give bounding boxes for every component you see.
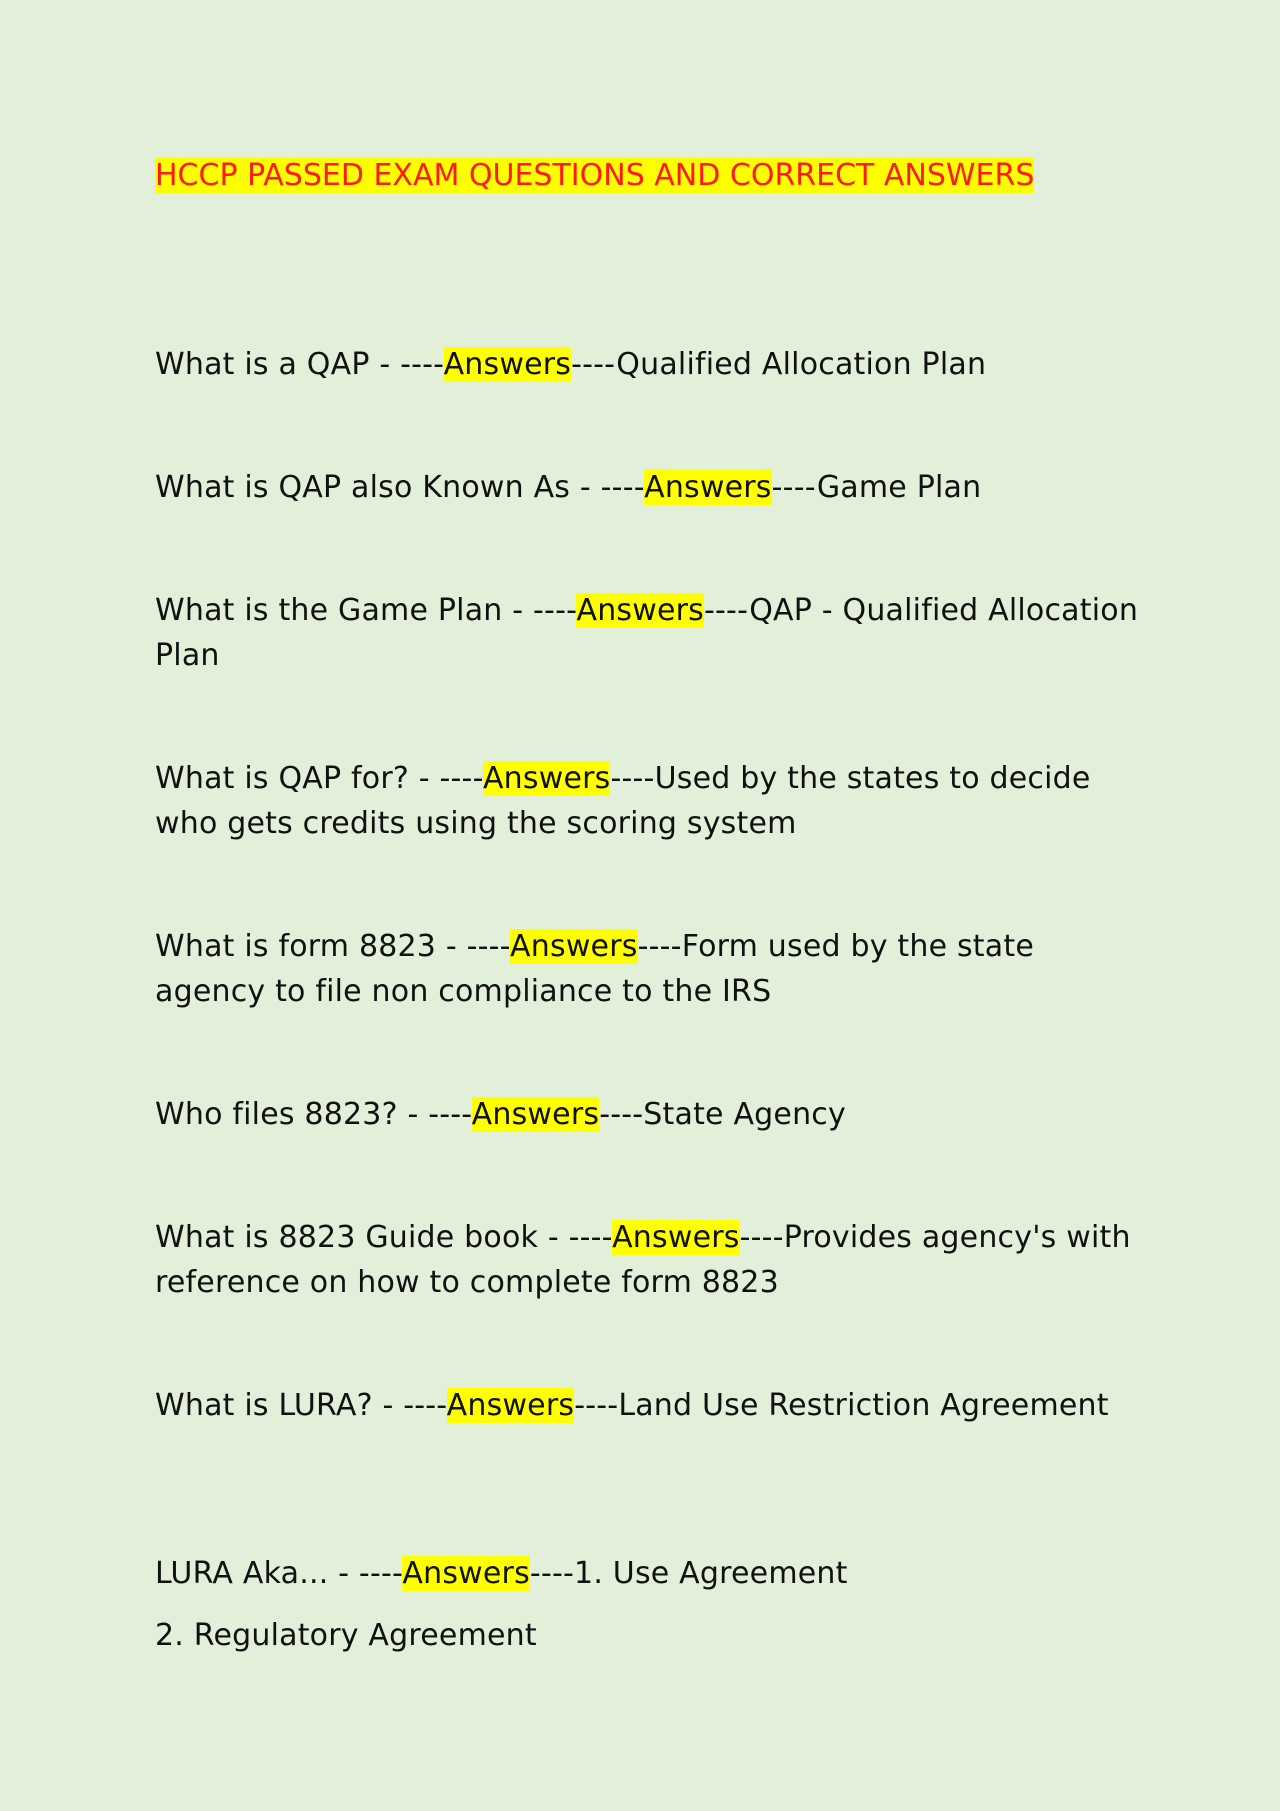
separator: ----: [739, 1220, 784, 1255]
answer-text: Land Use Restriction Agreement: [618, 1388, 1109, 1423]
separator: - ----: [372, 1388, 447, 1423]
separator: - ----: [397, 1097, 472, 1132]
separator: - ----: [570, 470, 645, 505]
question-text: What is 8823 Guide book: [155, 1220, 539, 1255]
separator: ----: [610, 761, 655, 796]
answers-highlight: Answers: [482, 761, 611, 796]
separator: ----: [574, 1388, 619, 1423]
answers-highlight: Answers: [443, 347, 572, 382]
qa-item: [155, 756, 1145, 846]
answer-first-line: [155, 1551, 1145, 1596]
separator: - ----: [538, 1220, 613, 1255]
question-text: LURA Aka...: [155, 1556, 329, 1591]
separator: ----: [529, 1556, 575, 1591]
qa-item: [155, 1383, 1145, 1428]
answer-text: QAP - Qualified Allocation Plan: [155, 593, 1139, 673]
question-text: What is QAP for?: [155, 761, 409, 796]
separator: ----: [571, 347, 617, 382]
title-highlight: HCCP PASSED EXAM QUESTIONS AND CORRECT ANSWERS: [155, 158, 1035, 193]
answers-highlight: Answers: [510, 929, 638, 964]
answer-text: 1. Use Agreement: [574, 1556, 848, 1591]
answer-text: Qualified Allocation Plan: [616, 347, 987, 382]
answer-text: Game Plan: [816, 470, 982, 505]
answer-text: State Agency: [643, 1097, 846, 1132]
separator: - ----: [436, 929, 511, 964]
answer-continued-text: 2. Regulatory Agreement: [155, 1618, 537, 1653]
answers-highlight: Answers: [446, 1388, 575, 1423]
question-text: What is a QAP: [155, 347, 370, 382]
answer-text: Form used by the state agency to file non compliance to the IRS: [155, 929, 1034, 1009]
qa-item: [155, 342, 1145, 387]
qa-item: [155, 1215, 1145, 1305]
separator: - ----: [502, 593, 577, 628]
answer-text: Provides agency's with reference on how to complete form 8823: [155, 1220, 1131, 1300]
qa-item: [155, 1551, 1145, 1658]
answers-highlight: Answers: [612, 1220, 740, 1255]
separator: ----: [704, 593, 750, 628]
answers-highlight: Answers: [644, 470, 772, 505]
separator: - ----: [369, 347, 444, 382]
answers-highlight: Answers: [471, 1097, 600, 1132]
qa-item: [155, 465, 1145, 510]
separator: - ----: [328, 1556, 403, 1591]
document-title: [155, 156, 1034, 196]
answer-text: Used by the states to decide who gets credits using the scoring system: [155, 761, 1091, 841]
question-text: What is LURA?: [155, 1388, 373, 1423]
answers-highlight: Answers: [576, 593, 704, 628]
answers-highlight: Answers: [402, 1556, 530, 1591]
question-text: What is the Game Plan: [155, 593, 503, 628]
separator: ----: [637, 929, 682, 964]
qa-item: [155, 1092, 1145, 1137]
qa-item: [155, 924, 1145, 1014]
separator: ----: [599, 1097, 644, 1132]
separator: ----: [771, 470, 817, 505]
qa-item: [155, 588, 1145, 678]
question-text: What is QAP also Known As: [155, 470, 571, 505]
separator: - ----: [409, 761, 483, 796]
question-text: Who files 8823?: [155, 1097, 398, 1132]
question-text: What is form 8823: [155, 929, 437, 964]
